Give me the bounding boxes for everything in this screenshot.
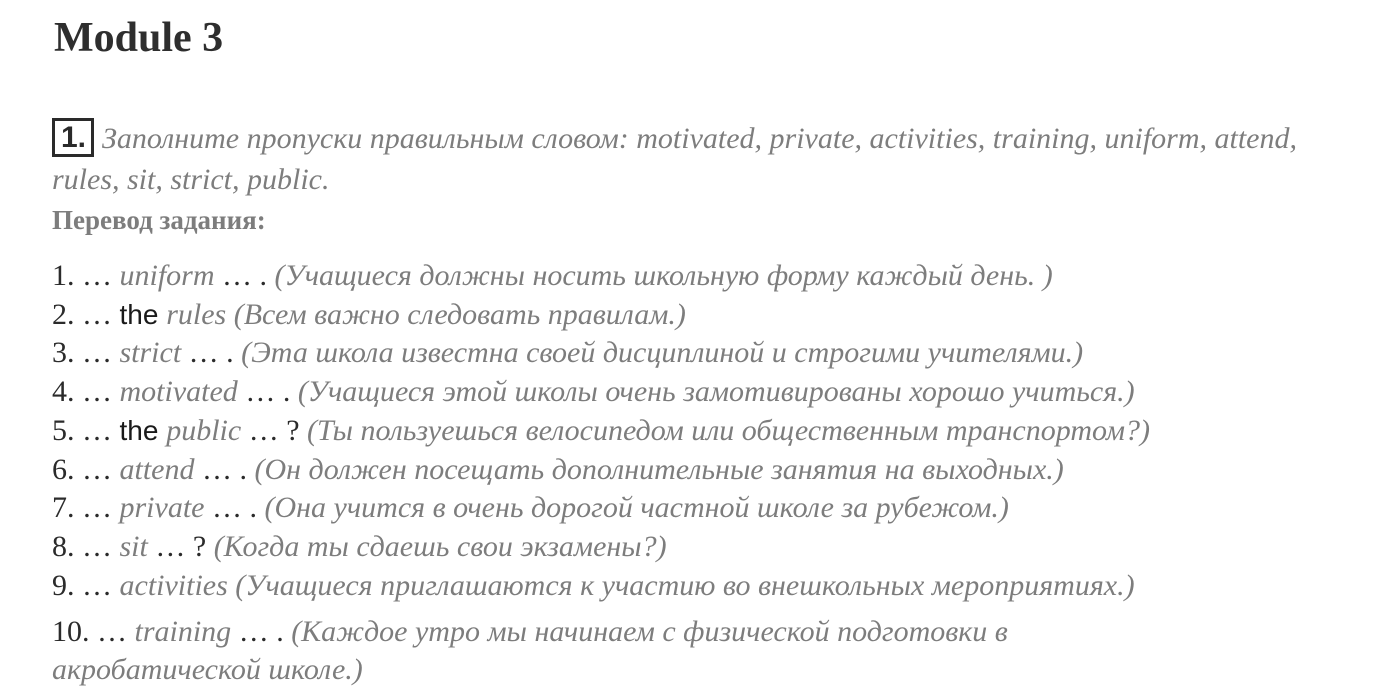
answer-word: training [134, 615, 232, 649]
answer-list [52, 257, 1382, 689]
answer-item [52, 489, 1382, 528]
answer-translation: (Ты пользуешься велосипедом или общественным транспортом?) [307, 413, 1150, 447]
answer-number: 1. [52, 259, 75, 292]
answer-ellipsis: … [74, 413, 120, 447]
answer-number: 8. [52, 529, 75, 563]
answer-ellipsis: … [74, 529, 120, 563]
answer-ellipsis: … [74, 491, 120, 525]
answer-punctuation: … ? [241, 413, 308, 447]
answer-number: 7. [52, 491, 75, 525]
answer-number: 4. [52, 375, 75, 409]
answer-word: public [166, 413, 242, 447]
answer-translation: (Когда ты сдаешь свои экзамены?) [213, 529, 667, 563]
answer-item [52, 334, 1382, 373]
page-title: Module 3 [54, 15, 224, 61]
answer-punctuation: … . [194, 452, 255, 486]
answer-punctuation: … ? [147, 529, 214, 563]
task-text: Заполните пропуски правильным словом: motivated, private, activities, training, uniform, attend, rules, sit, strict, public. [52, 122, 1297, 196]
answer-number: 6. [52, 452, 75, 486]
answer-translation: (Всем важно следовать правилам.) [233, 297, 686, 331]
answer-punctuation: … . [181, 336, 242, 370]
answer-item [52, 613, 1172, 689]
answer-ellipsis: … [74, 259, 120, 292]
answer-article: the [119, 298, 167, 330]
answer-punctuation: … . [237, 375, 298, 409]
answer-translation: (Он должен посещать дополнительные занятия на выходных.) [254, 452, 1064, 486]
task-number-badge: 1. [52, 118, 94, 157]
answer-ellipsis: … [74, 297, 120, 331]
answer-number: 2. [52, 297, 75, 331]
answer-item [52, 373, 1382, 412]
answer-item [52, 528, 1382, 567]
answer-translation: (Эта школа известна своей дисциплиной и строгими учителями.) [241, 336, 1084, 370]
answer-ellipsis: … [74, 568, 120, 602]
answer-item [52, 296, 1382, 335]
answer-punctuation [226, 298, 234, 331]
answer-number: 9. [52, 568, 75, 602]
answer-item [52, 257, 1382, 296]
answer-word: rules [166, 297, 227, 331]
answer-punctuation: … . [204, 491, 265, 525]
answer-translation: (Она учится в очень дорогой частной школе за рубежом.) [264, 491, 1009, 525]
answer-punctuation: … . [231, 615, 292, 649]
answer-word: private [119, 491, 205, 525]
answer-article: the [119, 414, 167, 446]
answer-number: 5. [52, 413, 75, 447]
answer-ellipsis: … [74, 452, 120, 486]
answer-word: attend [119, 452, 195, 486]
translation-heading: Перевод задания: [52, 205, 266, 235]
answer-translation: (Учащиеся приглашаются к участию во внешкольных мероприятиях.) [235, 568, 1135, 602]
answer-item [52, 412, 1382, 451]
answer-translation: (Учащиеся должны носить школьную форму каждый день. ) [274, 259, 1053, 292]
answer-ellipsis: … [74, 375, 120, 409]
answer-number: 10. [52, 615, 90, 649]
answer-word: strict [119, 336, 182, 370]
answer-item [52, 567, 1382, 606]
answer-translation: (Учащиеся этой школы очень замотивированы хорошо учиться.) [297, 375, 1135, 409]
answer-word: uniform [119, 259, 215, 292]
answer-word: activities [119, 568, 228, 602]
answer-word: motivated [119, 375, 238, 409]
answer-ellipsis: … [74, 336, 120, 370]
answer-number: 3. [52, 336, 75, 370]
answer-ellipsis: … [89, 615, 135, 649]
answer-punctuation: … . [214, 259, 275, 292]
answer-item [52, 451, 1382, 490]
answer-word: sit [119, 529, 148, 563]
task-instruction [52, 118, 1362, 200]
answer-translation: (Каждое утро мы начинаем с физической подготовки в акробатической школе.) [52, 615, 1008, 687]
